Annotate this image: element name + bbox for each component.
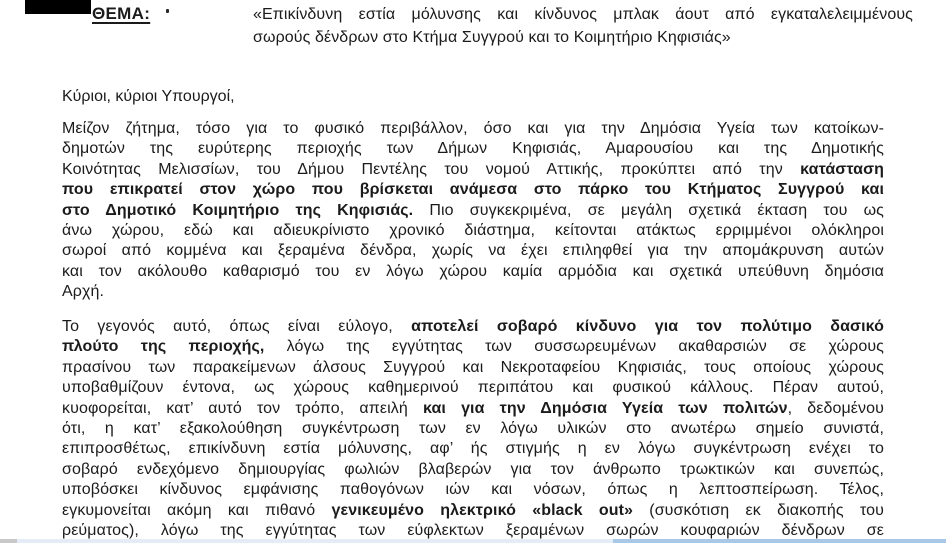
text-segment: λόγω της εγγύτητας των συσσωρευμένων ακαθαρσιών σε χώρους: [264, 338, 884, 356]
text-line: [253, 26, 913, 49]
text-line: [62, 378, 884, 398]
text-line: [62, 501, 884, 521]
text-line: [62, 317, 884, 337]
bold-text-segment: που επικρατεί στον χώρο που βρίσκεται ανάμεσα στο πάρκο του Κτήματος Συγγρού και: [62, 181, 884, 199]
text-line: [62, 262, 884, 282]
text-line: [62, 160, 884, 180]
text-line: [62, 282, 884, 302]
text-segment: σοβαρό ενδεχόμενο δημιουργίας φωλιών βλαβερών για τον άνθρωπο τρωκτικών και συνεπώς,: [62, 460, 884, 478]
text-segment: Μείζον ζήτημα, τόσο για το φυσικό περιβάλλον, όσο και για την Δημόσια Υγεία των κατοίκων-: [62, 120, 884, 137]
bottom-edge-artifact: [0, 539, 946, 543]
text-segment: κυοφορείται, κατ’ αυτό τον τρόπο, απειλή: [62, 399, 423, 417]
text-segment: ρεύματος), λόγω της εγγύτητας των εύφλεκτων ξεραμένων σωρών κουφαριών δένδρων σε: [62, 522, 884, 540]
text-line: [62, 241, 884, 261]
bold-text-segment: στο Δημοτικό Κοιμητήριο της Κηφισιάς.: [62, 201, 414, 219]
text-line: [62, 419, 884, 439]
text-segment: σωρούς δένδρων στο Κτήμα Συγγρού και το Κοιμητήριο Κηφισιάς»: [253, 29, 731, 46]
bold-text-segment: αποτελεί σοβαρό κίνδυνο για τον πολύτιμο δασικό: [411, 318, 884, 335]
text-segment: (συσκότιση εκ διακοπής του: [633, 501, 884, 519]
text-segment: επιπροσθέτως, επικίνδυνη εστία μόλυνσης, αφ’ ής στιγμής η εν λόγω συγκέντρωση ενέχει το: [62, 440, 884, 458]
paragraph-2: [62, 317, 884, 541]
bottom-strip-left-segment: [0, 539, 17, 543]
text-segment: Πιο συγκεκριμένα, σε μεγάλη σχετικά έκταση του ως: [413, 201, 884, 219]
text-segment: σωροί από κομμένα και ξεραμένα δένδρα, χωρίς να έχει επιληφθεί για την απομάκρυνση αυτών: [62, 242, 884, 260]
paragraph-1: [62, 119, 884, 303]
text-segment: πρασίνου των παρακείμενων άλσους Συγγρού και Νεκροταφείου Κηφισιάς, τους οποίους χώρους: [62, 358, 884, 376]
text-segment: , δεδομένου: [787, 399, 884, 417]
text-segment: ότι, η κατ’ εξακολούθηση συγκέντρωση των εν λόγω υλικών στο ανωτέρω σημείο συνιστά,: [62, 420, 884, 438]
text-segment: και τον ακόλουθο καθαρισμό του εν λόγω χώρου καμία αρμόδια και σχετικά υπεύθυνη δημόσια: [62, 262, 884, 280]
text-segment: δημοτών της ευρύτερης περιοχής των Δήμων Κηφισιάς, Αμαρουσίου και της Δημοτικής: [62, 140, 884, 158]
redaction-mark: [25, 0, 91, 14]
subject-text: [253, 3, 913, 49]
scan-speckle: [166, 9, 169, 13]
text-line: [62, 139, 884, 159]
text-segment: Αρχή.: [62, 283, 105, 301]
bold-text-segment: και για την Δημόσια Υγεία των πολιτών: [422, 399, 788, 417]
text-line: [62, 221, 884, 241]
bottom-strip-middle-segment: [17, 539, 613, 543]
bold-text-segment: πλούτο της περιοχής,: [62, 338, 265, 356]
text-line: [62, 337, 884, 357]
text-line: [62, 180, 884, 200]
text-segment: «Επικίνδυνη εστία μόλυνσης και κίνδυνος μπλακ άουτ από εγκαταλελειμμένους: [253, 6, 913, 23]
subject-label: ΘΕΜΑ:: [92, 4, 151, 23]
text-segment: άνω χώρου, εδώ και αδιευκρίνιστο χρονικό διάστημα, κείτονται ατάκτως ερριμμένοι ολόκληροι: [62, 222, 884, 240]
text-line: [62, 201, 884, 221]
text-segment: εγκυμονείται ακόμη και πιθανό: [62, 501, 332, 519]
text-segment: υποβόσκει κίνδυνος εμφάνισης παθογόνων ιών και νόσων, όπως η λεπτοσπείρωση. Τέλος,: [62, 481, 884, 499]
text-line: [62, 358, 884, 378]
text-line: [253, 3, 913, 26]
text-line: [62, 439, 884, 459]
salutation: Κύριοι, κύριοι Υπουργοί,: [62, 88, 235, 105]
text-segment: υποβαθμίζουν έντονα, ως χώρους καθημερινού περιπάτου και φυσικού κάλλους. Πέραν αυτού,: [62, 379, 884, 397]
text-segment: Κοινότητας Μελισσίων, του Δήμου Πεντέλης του νομού Αττικής, προκύπτει από την: [62, 160, 801, 178]
text-line: [62, 119, 884, 139]
text-line: [62, 480, 884, 500]
text-line: [62, 399, 884, 419]
bold-text-segment: κατάσταση: [800, 160, 884, 178]
bottom-strip-right-segment: [613, 539, 946, 543]
text-line: [62, 460, 884, 480]
bold-text-segment: γενικευμένο ηλεκτρικό «black out»: [331, 501, 634, 519]
text-segment: Το γεγονός αυτό, όπως είναι εύλογο,: [62, 318, 412, 335]
